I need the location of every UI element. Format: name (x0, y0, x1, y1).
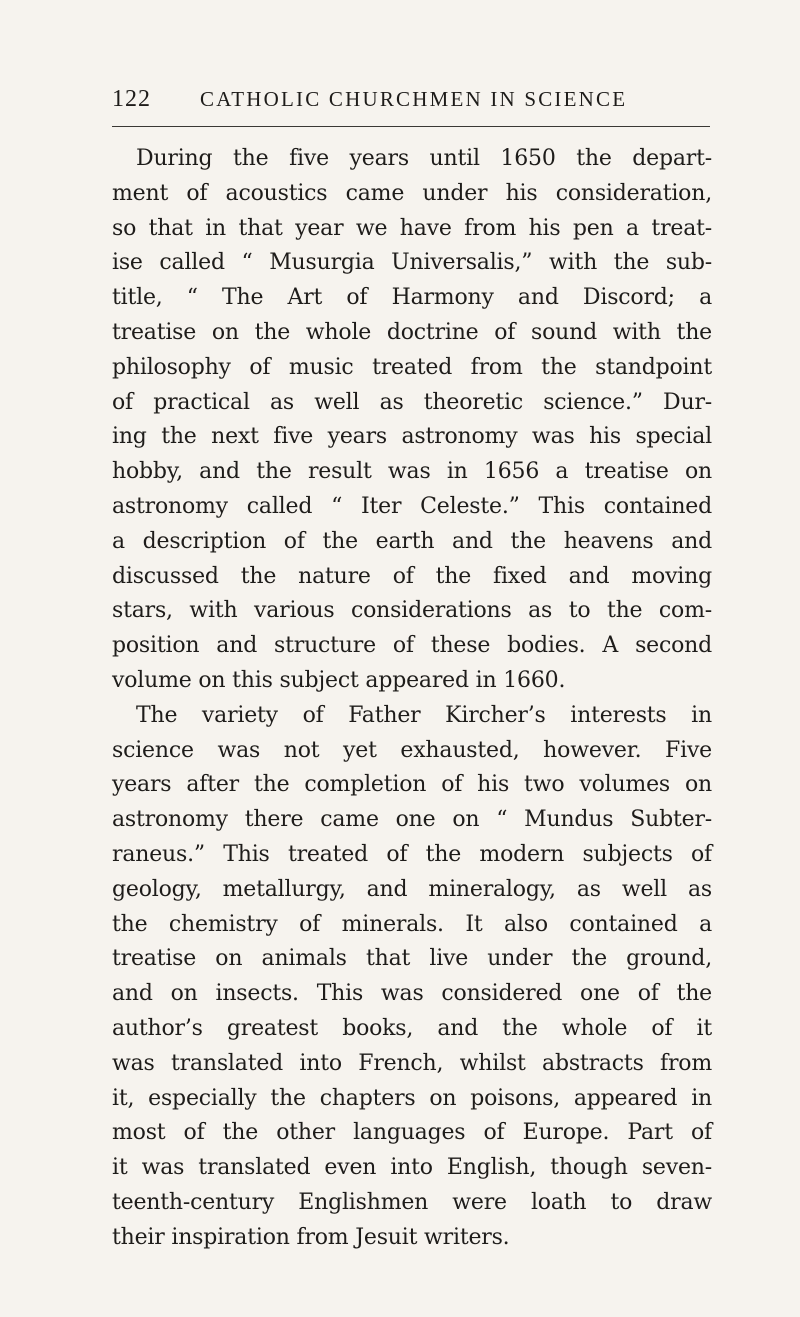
text-line: treatise on animals that live under the ground, (112, 946, 712, 972)
paragraph-2 (112, 699, 712, 1256)
text-line: ise called “ Musurgia Universalis,” with the sub- (112, 250, 712, 276)
text-line: position and structure of these bodies. A second (112, 633, 712, 659)
text-line: it was translated even into English, though seven- (112, 1155, 712, 1181)
page-header (112, 86, 710, 120)
text-line: hobby, and the result was in 1656 a treatise on (112, 459, 712, 485)
paragraph-1 (112, 142, 712, 699)
text-line: discussed the nature of the fixed and moving (112, 563, 712, 589)
text-line: was translated into French, whilst abstracts from (112, 1050, 712, 1076)
text-line: volume on this subject appeared in 1660. (112, 667, 566, 693)
text-line: their inspiration from Jesuit writers. (112, 1224, 510, 1250)
text-line: of practical as well as theoretic science.” Dur- (112, 389, 712, 415)
text-line: title, “ The Art of Harmony and Discord; a (112, 285, 712, 311)
text-line: it, especially the chapters on poisons, appeared in (112, 1085, 712, 1111)
text-line: raneus.” This treated of the modern subjects of (112, 841, 712, 867)
text-line: philosophy of music treated from the standpoint (112, 354, 712, 380)
text-line: and on insects. This was considered one of the (112, 981, 712, 1007)
body-text (112, 142, 712, 1256)
text-line: author’s greatest books, and the whole of it (112, 1015, 712, 1041)
header-rule (112, 126, 710, 127)
page-number: 122 (112, 86, 151, 112)
text-line: teenth-century Englishmen were loath to draw (112, 1189, 712, 1215)
text-line: ing the next five years astronomy was his special (112, 424, 712, 450)
text-line: science was not yet exhausted, however. Five (112, 737, 712, 763)
text-line: so that in that year we have from his pen a treat- (112, 215, 712, 241)
text-line: astronomy called “ Iter Celeste.” This contained (112, 493, 712, 519)
text-line: The variety of Father Kircher’s interests in (136, 702, 712, 728)
text-line: astronomy there came one on “ Mundus Subter- (112, 807, 712, 833)
text-line: a description of the earth and the heavens and (112, 528, 712, 554)
running-head: CATHOLIC CHURCHMEN IN SCIENCE (200, 87, 628, 111)
text-line: years after the completion of his two volumes on (112, 772, 712, 798)
text-line: the chemistry of minerals. It also contained a (112, 911, 712, 937)
text-line: geology, metallurgy, and mineralogy, as well as (112, 876, 712, 902)
text-line: During the five years until 1650 the depart- (136, 146, 712, 171)
text-line: treatise on the whole doctrine of sound with the (112, 319, 712, 345)
text-line: ment of acoustics came under his consideration, (112, 180, 712, 206)
text-line: most of the other languages of Europe. Part of (112, 1120, 712, 1146)
text-line: stars, with various considerations as to the com- (112, 598, 712, 624)
